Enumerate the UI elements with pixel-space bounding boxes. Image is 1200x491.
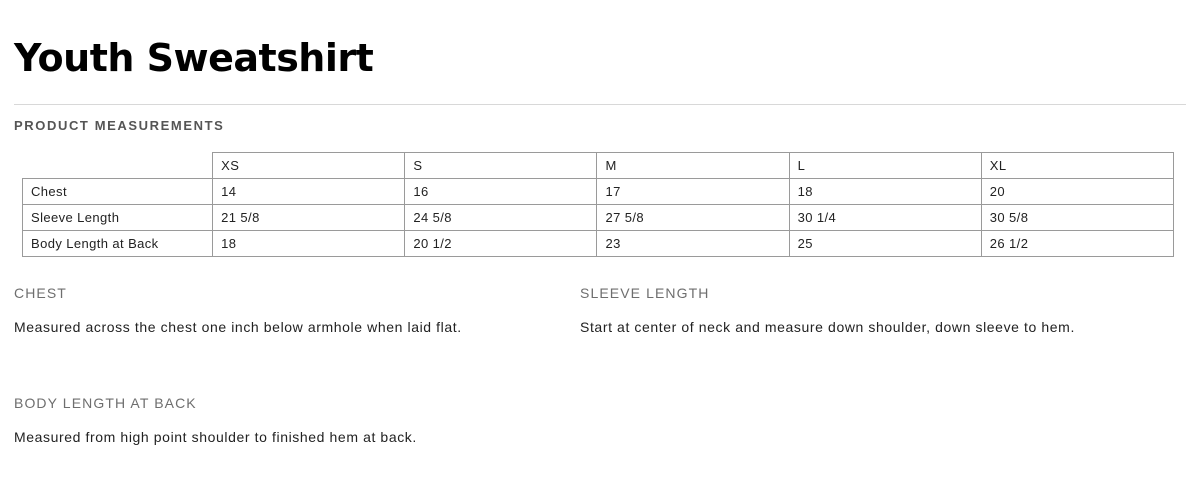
cell-chest-xl: 20	[981, 179, 1173, 205]
cell-chest-xs: 14	[213, 179, 405, 205]
column-header-m: M	[597, 153, 789, 179]
page-title: Youth Sweatshirt	[14, 36, 374, 80]
cell-body-length-l: 25	[789, 231, 981, 257]
table-header-row	[23, 153, 1174, 179]
note-heading-sleeve-length: SLEEVE LENGTH	[580, 285, 710, 301]
cell-sleeve-length-xl: 30 5/8	[981, 205, 1173, 231]
table-corner-cell	[23, 153, 213, 179]
note-body-chest: Measured across the chest one inch below armhole when laid flat.	[14, 319, 462, 335]
note-body-length-at-back	[14, 395, 554, 451]
column-header-xs: XS	[213, 153, 405, 179]
row-label-body-length-at-back: Body Length at Back	[23, 231, 213, 257]
column-header-l: L	[789, 153, 981, 179]
cell-body-length-m: 23	[597, 231, 789, 257]
cell-body-length-xs: 18	[213, 231, 405, 257]
cell-chest-m: 17	[597, 179, 789, 205]
note-body-sleeve-length: Start at center of neck and measure down shoulder, down sleeve to hem.	[580, 319, 1075, 335]
cell-body-length-s: 20 1/2	[405, 231, 597, 257]
column-header-xl: XL	[981, 153, 1173, 179]
note-chest	[14, 285, 554, 341]
cell-body-length-xl: 26 1/2	[981, 231, 1173, 257]
row-label-sleeve-length: Sleeve Length	[23, 205, 213, 231]
cell-chest-l: 18	[789, 179, 981, 205]
header-divider	[14, 104, 1186, 105]
note-heading-body-length-at-back: BODY LENGTH AT BACK	[14, 395, 197, 411]
column-header-s: S	[405, 153, 597, 179]
table-row	[23, 179, 1174, 205]
table-row	[23, 205, 1174, 231]
cell-sleeve-length-xs: 21 5/8	[213, 205, 405, 231]
note-heading-chest: CHEST	[14, 285, 67, 301]
cell-chest-s: 16	[405, 179, 597, 205]
note-body-body-length-at-back: Measured from high point shoulder to finished hem at back.	[14, 429, 417, 445]
row-label-chest: Chest	[23, 179, 213, 205]
measurements-table	[22, 152, 1174, 257]
note-sleeve-length	[580, 285, 1120, 341]
table-row	[23, 231, 1174, 257]
cell-sleeve-length-s: 24 5/8	[405, 205, 597, 231]
cell-sleeve-length-m: 27 5/8	[597, 205, 789, 231]
cell-sleeve-length-l: 30 1/4	[789, 205, 981, 231]
section-label-product-measurements: PRODUCT MEASUREMENTS	[14, 118, 225, 133]
